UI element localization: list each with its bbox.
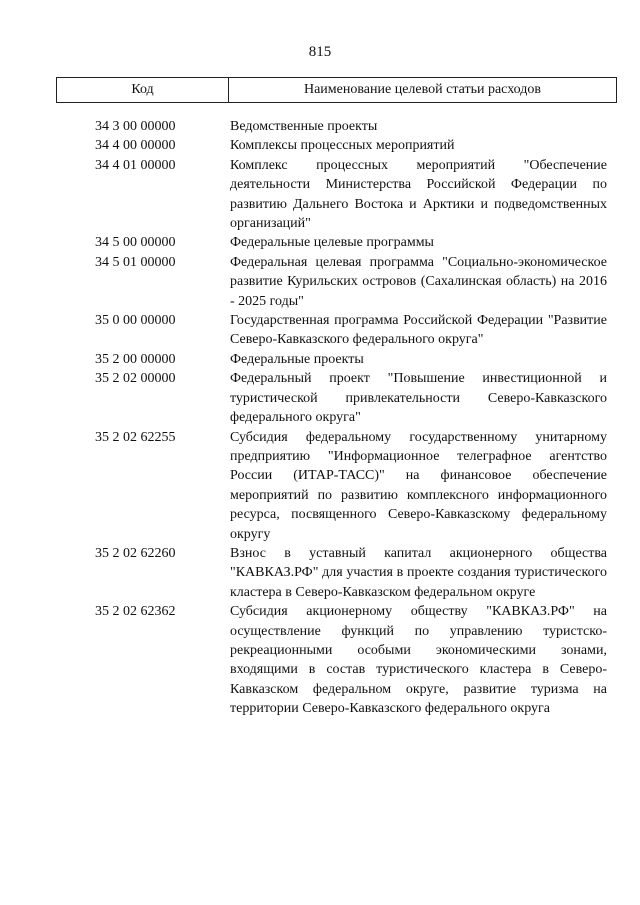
table-row (0, 156, 640, 234)
row-code: 34 4 01 00000 (95, 157, 176, 173)
row-name: Субсидия федеральному государственному унитарному предприятию "Информационное телеграфное агентство России (ИТАР-ТАСС)" на финансовое обеспечение мероприятий по развитию комплексного информационного ресурса, посвященного Северо-Кавказскому федеральному округу (230, 429, 607, 542)
row-code: 34 4 00 00000 (95, 138, 176, 154)
row-code: 34 5 00 00000 (95, 235, 176, 251)
row-name: Федеральные проекты (230, 351, 364, 367)
row-name: Ведомственные проекты (230, 119, 378, 134)
row-code: 35 2 00 00000 (95, 351, 176, 367)
row-name: Федеральные целевые программы (230, 235, 434, 251)
row-name: Взнос в уставный капитал акционерного общества "КАВКАЗ.РФ" для участия в проекте создания туристического кластера в Северо-Кавказском федеральном округе (230, 545, 607, 600)
table-row (0, 233, 640, 252)
table-row (0, 544, 640, 602)
row-name: Федеральный проект "Повышение инвестиционной и туристической привлекательности Северо-Кавказского федерального округа" (230, 371, 607, 426)
page-number: 815 (308, 44, 332, 60)
column-header-name: Наименование целевой статьи расходов (303, 82, 542, 97)
row-code: 35 0 00 00000 (95, 313, 176, 329)
row-code: 35 2 02 62260 (95, 545, 176, 561)
row-name: Федеральная целевая программа "Социально-экономическое развитие Курильских островов (Сахалинская область) на 2016 - 2025 годы" (230, 254, 607, 309)
row-name: Субсидия акционерному обществу "КАВКАЗ.РФ" на осуществление функций по управлению туристско-рекреационными особыми экономическими зонами, входящими в состав туристического кластера в Северо-Кавказском федеральном округе, развитие туризма на территории Северо-Кавказского федерального округа (230, 604, 607, 717)
table-row (0, 117, 640, 136)
row-name: Комплекс процессных мероприятий "Обеспечение деятельности Министерства Российской Федерации по развитию Дальнего Востока и Арктики и подведомственных организаций" (230, 157, 607, 232)
table-row (0, 136, 640, 155)
row-code: 34 3 00 00000 (95, 119, 176, 134)
row-name: Комплексы процессных мероприятий (230, 138, 455, 154)
table-row (0, 253, 640, 311)
table-body (0, 117, 640, 719)
table-row (0, 602, 640, 718)
table-row (0, 350, 640, 369)
row-code: 34 5 01 00000 (95, 254, 176, 270)
table-row (0, 311, 640, 350)
row-name: Государственная программа Российской Федерации "Развитие Северо-Кавказского федерального округа" (230, 313, 607, 348)
row-code: 35 2 02 62362 (95, 604, 176, 620)
row-code: 35 2 02 62255 (95, 429, 176, 445)
table-header (56, 77, 617, 103)
column-header-code: Код (57, 78, 229, 102)
table-row (0, 369, 640, 427)
table-row (0, 428, 640, 544)
row-code: 35 2 02 00000 (95, 371, 176, 387)
